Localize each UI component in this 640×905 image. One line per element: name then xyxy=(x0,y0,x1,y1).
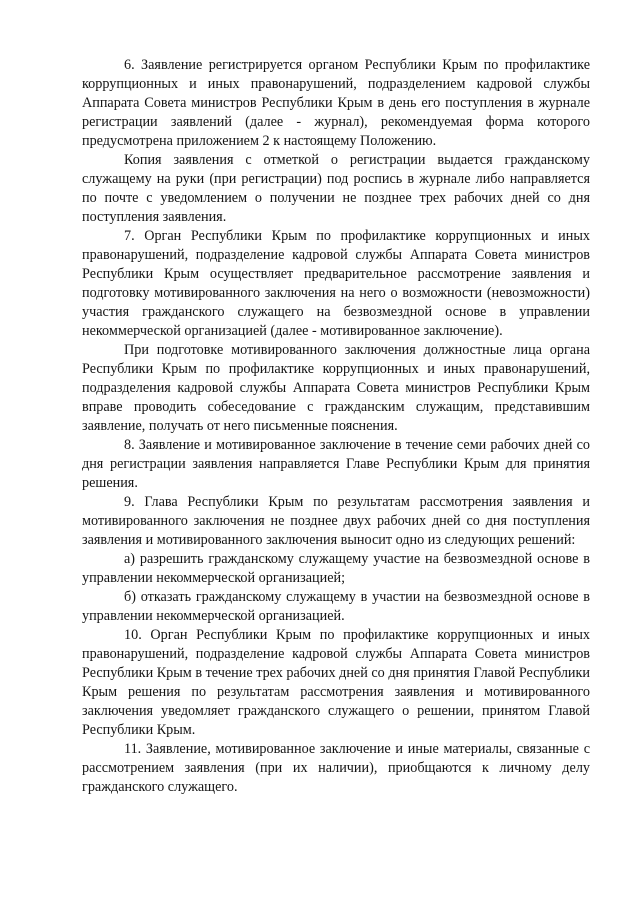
paragraph-decision-b: б) отказать гражданскому служащему в участии на безвозмездной основе в управлении некоммерческой организацией. xyxy=(82,589,590,624)
paragraph-9-decision: 9. Глава Республики Крым по результатам рассмотрения заявления и мотивированного заключения не позднее двух рабочих дней со дня поступления заявления и мотивированного заключения выносит одно из следующих решений: xyxy=(82,494,590,548)
paragraph-10-notification: 10. Орган Республики Крым по профилактике коррупционных и иных правонарушений, подразделение кадровой службы Аппарата Совета министров Республики Крым в течение трех рабочих дней со дня принятия Главой Республики Крым решения по результатам рассмотрения заявления и мотивированного заключения уведомляет гражданского служащего о решении, принятом Главой Республики Крым. xyxy=(82,627,590,738)
paragraph-registration-copy: Копия заявления с отметкой о регистрации выдается гражданскому служащему на руки (при регистрации) под роспись в журнале либо направляется по почте с уведомлением о получении не позднее трех рабочих дней со дня поступления заявления. xyxy=(82,152,590,225)
paragraph-7-preliminary-review: 7. Орган Республики Крым по профилактике коррупционных и иных правонарушений, подразделение кадровой службы Аппарата Совета министров Республики Крым осуществляет предварительное рассмотрение заявления и подготовку мотивированного заключения на него о возможности (невозможности) участия гражданского служащего на безвозмездной основе в управлении некоммерческой организацией (далее - мотивированное заключение). xyxy=(82,228,590,339)
paragraph-6-registration: 6. Заявление регистрируется органом Республики Крым по профилактике коррупционных и иных правонарушений, подразделением кадровой службы Аппарата Совета министров Республики Крым в день его поступления в журнале регистрации заявлений (далее - журнал), рекомендуемая форма которого предусмотрена приложением 2 к настоящему Положению. xyxy=(82,57,590,149)
paragraph-decision-a: а) разрешить гражданскому служащему участие на безвозмездной основе в управлении некоммерческой организацией; xyxy=(82,551,590,586)
paragraph-interview: При подготовке мотивированного заключения должностные лица органа Республики Крым по профилактике коррупционных и иных правонарушений, подразделения кадровой службы Аппарата Совета министров Республики Крым вправе проводить собеседование с гражданским служащим, представившим заявление, получать от него письменные пояснения. xyxy=(82,342,590,434)
paragraph-8-submission: 8. Заявление и мотивированное заключение в течение семи рабочих дней со дня регистрации заявления направляется Главе Республики Крым для принятия решения. xyxy=(82,437,590,491)
document-body xyxy=(82,56,590,797)
paragraph-11-personal-file: 11. Заявление, мотивированное заключение и иные материалы, связанные с рассмотрением заявления (при их наличии), приобщаются к личному делу гражданского служащего. xyxy=(82,741,590,795)
